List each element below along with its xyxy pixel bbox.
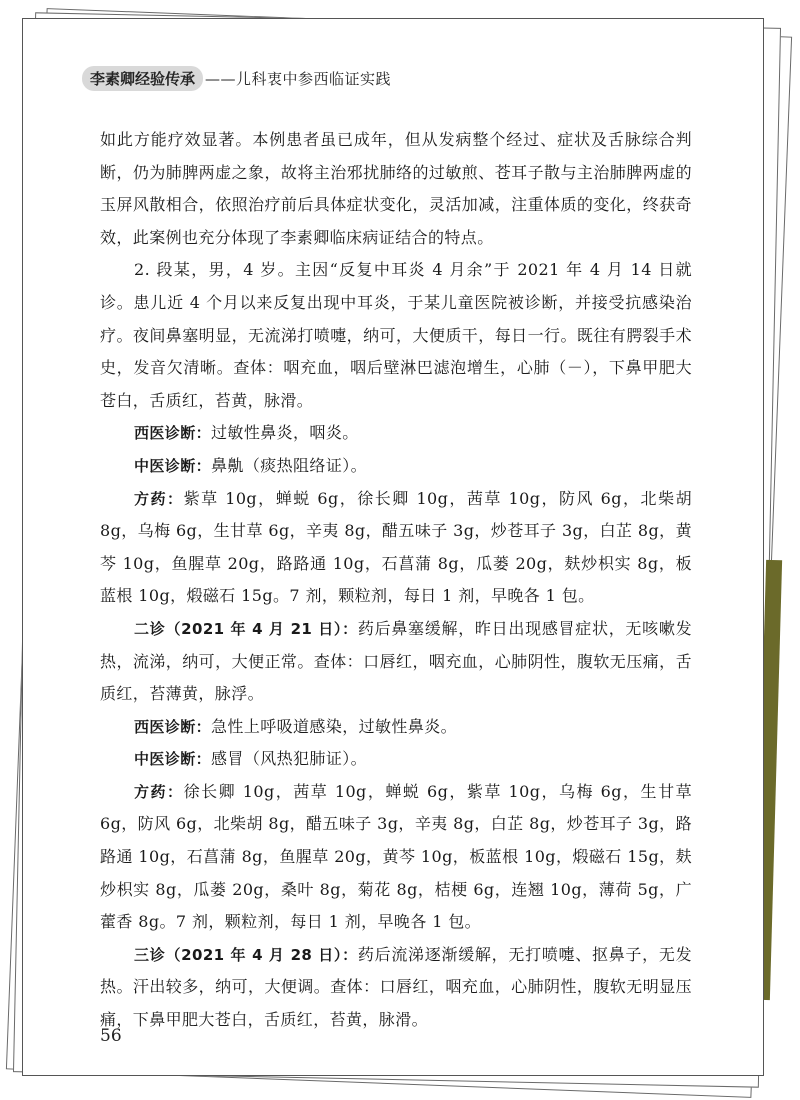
field-value: 急性上呼吸道感染，过敏性鼻炎。 xyxy=(211,716,458,736)
prescription xyxy=(100,483,692,613)
page-number: 56 xyxy=(100,1026,122,1046)
tcm-diagnosis xyxy=(100,743,692,776)
field-label: 中医诊断： xyxy=(134,456,212,475)
follow-up-visit xyxy=(100,613,692,711)
tcm-diagnosis xyxy=(100,450,692,483)
paragraph-text: 2. 段某，男，4 岁。主因“反复中耳炎 4 月余”于 2021 年 4 月 14 日就诊。患儿近 4 个月以来反复出现中耳炎，于某儿童医院被诊断，并接受抗感染治疗。夜间鼻塞明显，无流涕打喷嚏，纳可，大便质干，每日一行。既往有腭裂手术史，发音欠清晰。查体：咽充血，咽后壁淋巴滤泡增生，心肺（－），下鼻甲肥大苍白，舌质红，苔黄，脉滑。 xyxy=(100,260,692,410)
field-value: 紫草 10g，蝉蜕 6g，徐长卿 10g，茜草 10g，防风 6g，北柴胡 8g，乌梅 6g，生甘草 6g，辛夷 8g，醋五味子 3g，炒苍耳子 3g，白芷 8g，黄芩 10g，鱼腥草 20g，路路通 10g，石菖蒲 8g，瓜蒌 20g，麸炒枳实 8g，板蓝根 10g，煅磁石 15g。7 剂，颗粒剂，每日 1 剂，早晚各 1 包。 xyxy=(100,488,693,606)
paragraph-text: 如此方能疗效显著。本例患者虽已成年，但从发病整个经过、症状及舌脉综合判断，仍为肺脾两虚之象，故将主治邪扰肺络的过敏煎、苍耳子散与主治肺脾两虚的玉屏风散相合，依照治疗前后具体症状变化，灵活加减，注重体质的变化，终获奇效，此案例也充分体现了李素卿临床病证结合的特点。 xyxy=(100,130,692,247)
follow-up-visit xyxy=(100,939,692,1037)
field-label: 方药： xyxy=(134,782,184,801)
field-value: 鼻鼽（痰热阻络证）。 xyxy=(211,455,368,475)
prescription xyxy=(100,776,692,939)
field-label: 三诊（2021 年 4 月 28 日）： xyxy=(134,945,358,964)
paragraph xyxy=(100,254,692,417)
field-value: 徐长卿 10g，茜草 10g，蝉蜕 6g，紫草 10g，乌梅 6g，生甘草 6g，防风 6g，北柴胡 8g，醋五味子 3g，辛夷 8g，白芷 8g，炒苍耳子 3g，路路通 10g，石菖蒲 8g，鱼腥草 20g，黄芩 10g，板蓝根 10g，煅磁石 15g，麸炒枳实 8g，瓜蒌 20g，桑叶 8g，菊花 8g，桔梗 6g，连翘 10g，薄荷 5g，广藿香 8g。7 剂，颗粒剂，每日 1 剂，早晚各 1 包。 xyxy=(100,781,693,932)
field-label: 西医诊断： xyxy=(134,717,212,736)
book-title: 李素卿经验传承 xyxy=(82,66,203,91)
book-subtitle: ——儿科衷中参西临证实践 xyxy=(205,70,392,88)
field-value: 过敏性鼻炎，咽炎。 xyxy=(211,423,359,443)
running-header xyxy=(82,66,391,91)
field-value: 药后鼻塞缓解，昨日出现感冒症状，无咳嗽发热，流涕，纳可，大便正常。查体：口唇红，咽充血，心肺阴性，腹软无压痛，舌质红，苔薄黄，脉浮。 xyxy=(100,618,692,704)
field-label: 二诊（2021 年 4 月 21 日）： xyxy=(134,619,358,638)
field-label: 方药： xyxy=(134,489,184,508)
western-diagnosis xyxy=(100,711,692,744)
body-text xyxy=(100,124,692,1037)
field-label: 中医诊断： xyxy=(134,750,212,769)
paragraph xyxy=(100,124,692,254)
field-label: 西医诊断： xyxy=(134,424,212,443)
field-value: 药后流涕逐渐缓解，无打喷嚏、抠鼻子，无发热。汗出较多，纳可，大便调。查体：口唇红，咽充血，心肺阴性，腹软无明显压痛，下鼻甲肥大苍白，舌质红，苔黄，脉滑。 xyxy=(100,944,692,1030)
field-value: 感冒（风热犯肺证）。 xyxy=(211,749,368,769)
western-diagnosis xyxy=(100,417,692,450)
